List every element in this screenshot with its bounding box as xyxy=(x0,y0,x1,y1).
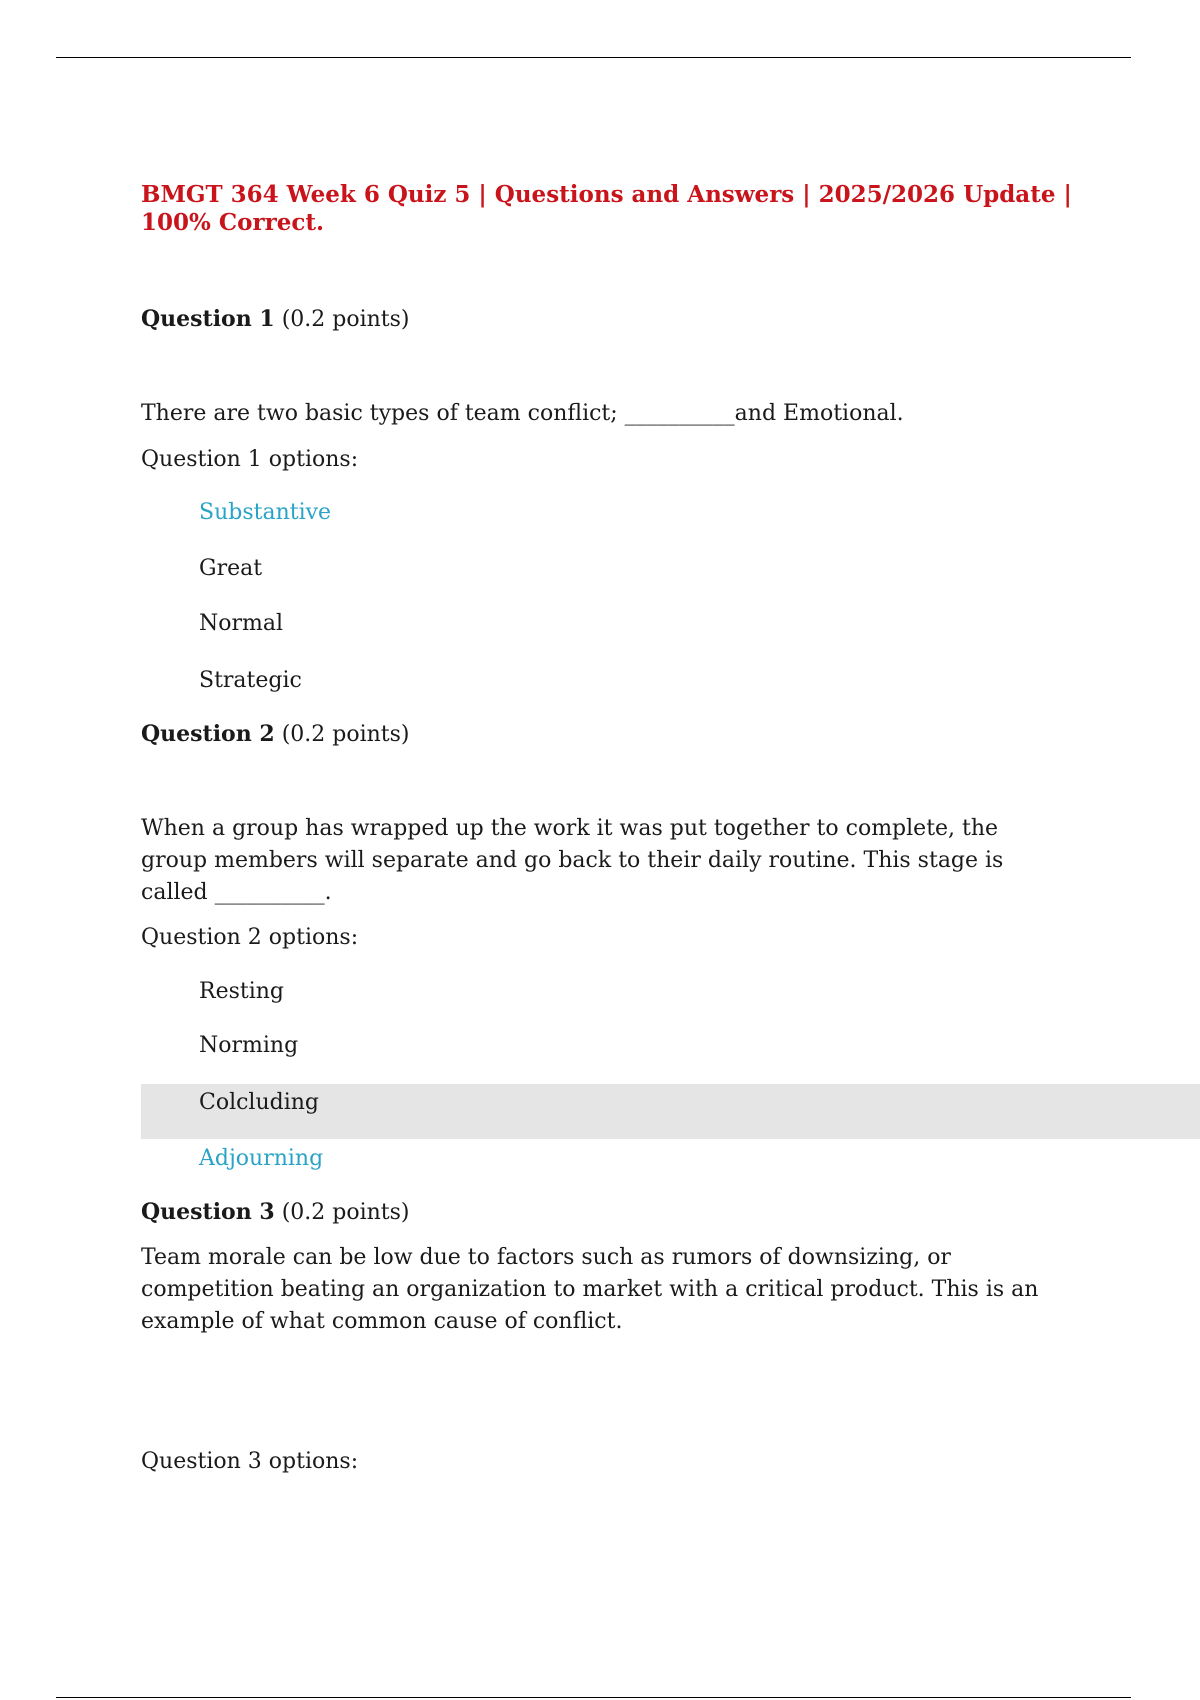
question-2-label: Question 2 xyxy=(141,721,275,747)
question-2-heading xyxy=(141,721,410,747)
question-3-label: Question 3 xyxy=(141,1199,275,1225)
question-1-label: Question 1 xyxy=(141,306,275,332)
question-1-text: There are two basic types of team conflict; __________and Emotional. xyxy=(141,401,904,426)
question-1-option: Great xyxy=(199,556,263,581)
footer-rule xyxy=(56,1697,1131,1698)
question-3-heading xyxy=(141,1199,410,1225)
question-2-option: Norming xyxy=(199,1033,299,1058)
question-2-option-correct: Adjourning xyxy=(199,1146,324,1171)
question-1-options-label: Question 1 options: xyxy=(141,447,359,472)
question-1-option-correct: Substantive xyxy=(199,500,332,525)
question-3-text: Team morale can be low due to factors such as rumors of downsizing, or competition beating an organization to market with a critical product. This is an example of what common cause of conflict. xyxy=(141,1245,1039,1334)
question-3-options-label: Question 3 options: xyxy=(141,1449,359,1474)
document-title: BMGT 364 Week 6 Quiz 5 | Questions and Answers | 2025/2026 Update | 100% Correct. xyxy=(141,181,1072,236)
question-1-option: Strategic xyxy=(199,668,302,693)
question-1-option: Normal xyxy=(199,611,284,636)
question-1-heading xyxy=(141,306,410,332)
header-rule xyxy=(56,57,1131,58)
question-2-option-highlighted: Colcluding xyxy=(199,1090,320,1115)
question-2-options-label: Question 2 options: xyxy=(141,925,359,950)
question-1-points: (0.2 points) xyxy=(281,307,410,332)
question-2-text: When a group has wrapped up the work it was put together to complete, the group members will separate and go back to their daily routine. This stage is called __________. xyxy=(141,816,1004,905)
question-3-points: (0.2 points) xyxy=(281,1200,410,1225)
question-2-points: (0.2 points) xyxy=(281,722,410,747)
question-2-option: Resting xyxy=(199,979,285,1004)
